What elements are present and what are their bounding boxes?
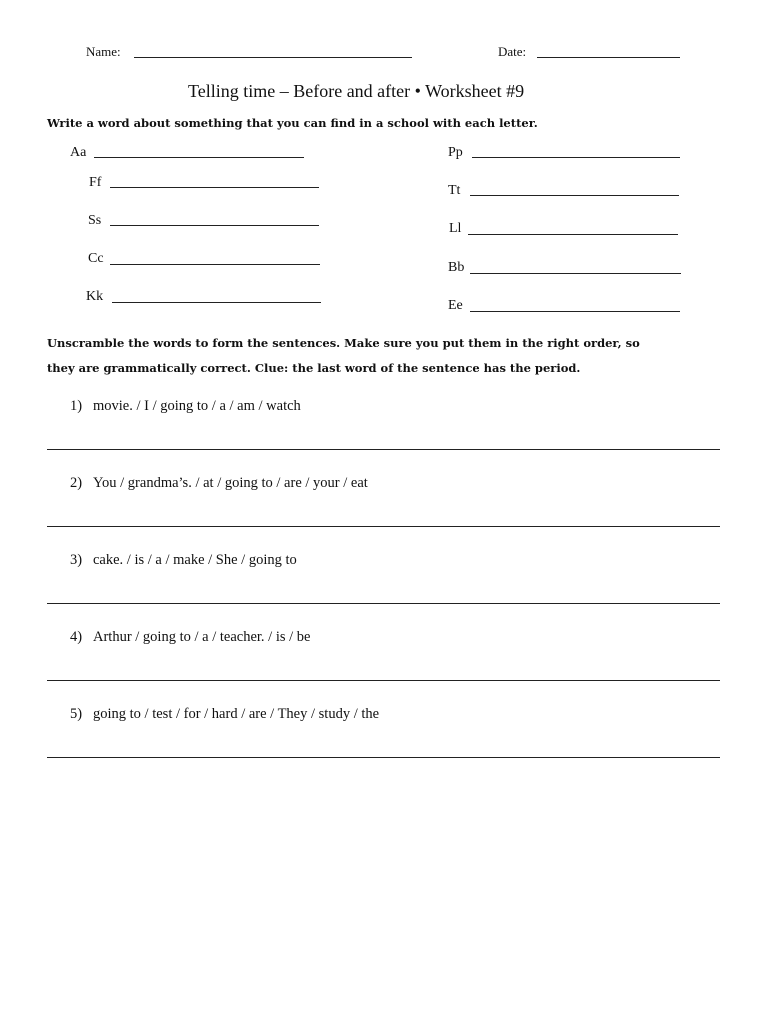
answer-line[interactable]: [47, 757, 720, 758]
letter-answer-field[interactable]: [110, 264, 320, 265]
answer-line[interactable]: [47, 680, 720, 681]
letter-label: Ss: [88, 213, 102, 228]
letter-label: Ff: [89, 175, 102, 190]
answer-line[interactable]: [47, 603, 720, 604]
letter-label: Aa: [70, 145, 87, 160]
letter-label: Kk: [86, 289, 104, 304]
letter-answer-field[interactable]: [470, 311, 680, 312]
question-text: You / grandma’s. / at / going to / are / your / eat: [93, 475, 368, 491]
question-number: 1): [70, 398, 83, 414]
worksheet-title: Telling time – Before and after • Worksheet #9: [188, 81, 525, 101]
section1-instruction: Write a word about something that you can find in a school with each letter.: [47, 116, 538, 130]
question-number: 5): [70, 706, 83, 722]
name-field[interactable]: [134, 57, 412, 58]
section2-instruction-line2: they are grammatically correct. Clue: the last word of the sentence has the period.: [47, 361, 581, 375]
letter-label: Ll: [449, 221, 462, 236]
letter-label: Pp: [448, 145, 463, 160]
date-label: Date:: [498, 44, 527, 59]
letter-label: Tt: [448, 183, 461, 198]
date-field[interactable]: [537, 57, 680, 58]
letter-answer-field[interactable]: [468, 234, 678, 235]
letter-answer-field[interactable]: [110, 225, 319, 226]
question-text: going to / test / for / hard / are / They / study / the: [93, 706, 380, 722]
name-label: Name:: [86, 44, 121, 59]
letter-answer-field[interactable]: [112, 302, 321, 303]
letter-answer-field[interactable]: [470, 195, 679, 196]
letter-answer-field[interactable]: [470, 273, 681, 274]
question-text: cake. / is / a / make / She / going to: [93, 552, 297, 568]
letter-label: Cc: [88, 251, 104, 266]
section2-instruction-line1: Unscramble the words to form the sentences. Make sure you put them in the right order, so: [47, 336, 640, 350]
letter-label: Ee: [448, 298, 463, 313]
letter-answer-field[interactable]: [94, 157, 304, 158]
answer-line[interactable]: [47, 449, 720, 450]
letter-label: Bb: [448, 260, 465, 275]
question-text: movie. / I / going to / a / am / watch: [93, 398, 301, 414]
question-text: Arthur / going to / a / teacher. / is / be: [93, 629, 311, 645]
letter-answer-field[interactable]: [472, 157, 680, 158]
answer-line[interactable]: [47, 526, 720, 527]
question-number: 2): [70, 475, 83, 491]
question-number: 4): [70, 629, 83, 645]
letter-answer-field[interactable]: [110, 187, 319, 188]
question-number: 3): [70, 552, 83, 568]
